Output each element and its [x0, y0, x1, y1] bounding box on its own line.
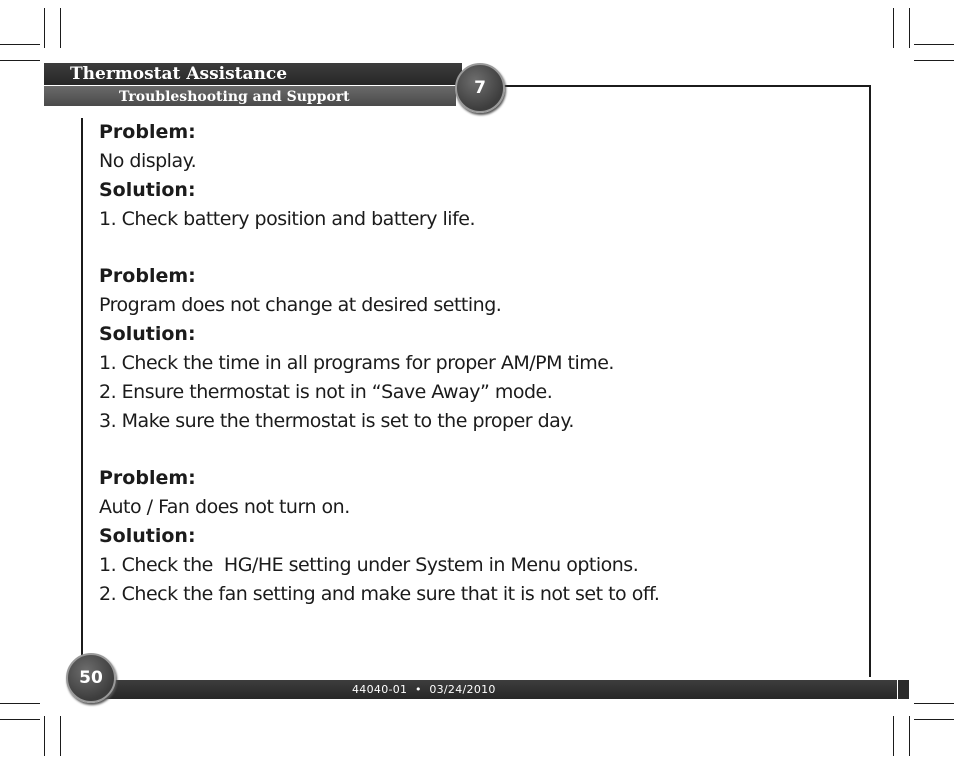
solution-heading: Solution: [99, 323, 196, 345]
page-subtitle: Troubleshooting and Support [119, 89, 350, 105]
problem-text: Program does not change at desired setting. [99, 294, 502, 316]
page-number-badge: 50 [66, 653, 116, 703]
problem-heading: Problem: [99, 265, 196, 287]
crop-mark [893, 8, 894, 48]
solution-heading: Solution: [99, 179, 196, 201]
solution-step: 2. Check the fan setting and make sure that it is not set to off. [99, 583, 660, 605]
problem-heading: Problem: [99, 467, 196, 489]
problem-text: No display. [99, 150, 197, 172]
section-program [99, 262, 859, 436]
crop-mark [914, 60, 954, 61]
document-code: 44040-01 • 03/24/2010 [352, 683, 496, 696]
crop-mark [60, 716, 61, 756]
crop-mark [914, 703, 954, 704]
solution-step: 1. Check battery position and battery life. [99, 208, 475, 230]
crop-mark [44, 8, 45, 48]
page-title: Thermostat Assistance [70, 64, 288, 84]
crop-mark [909, 8, 910, 48]
crop-mark [0, 60, 40, 61]
solution-heading: Solution: [99, 525, 196, 547]
left-frame-rule [81, 118, 83, 666]
crop-mark [914, 719, 954, 720]
footer-bar [100, 680, 897, 699]
solution-step: 1. Check the HG/HE setting under System in Menu options. [99, 554, 639, 576]
header-rule [497, 85, 871, 87]
crop-mark [0, 44, 40, 45]
troubleshooting-content [99, 118, 859, 609]
solution-step: 2. Ensure thermostat is not in “Save Away” mode. [99, 381, 553, 403]
crop-mark [914, 44, 954, 45]
crop-mark [0, 703, 40, 704]
crop-mark [0, 719, 40, 720]
section-fan [99, 464, 859, 609]
crop-mark [44, 716, 45, 756]
problem-heading: Problem: [99, 121, 196, 143]
section-no-display [99, 118, 859, 234]
footer-bar-end [898, 680, 909, 699]
solution-step: 3. Make sure the thermostat is set to the proper day. [99, 410, 574, 432]
crop-mark [909, 716, 910, 756]
problem-text: Auto / Fan does not turn on. [99, 496, 350, 518]
chapter-badge: 7 [455, 63, 505, 113]
crop-mark [893, 716, 894, 756]
crop-mark [60, 8, 61, 48]
solution-step: 1. Check the time in all programs for proper AM/PM time. [99, 352, 614, 374]
right-frame-rule [869, 85, 871, 677]
